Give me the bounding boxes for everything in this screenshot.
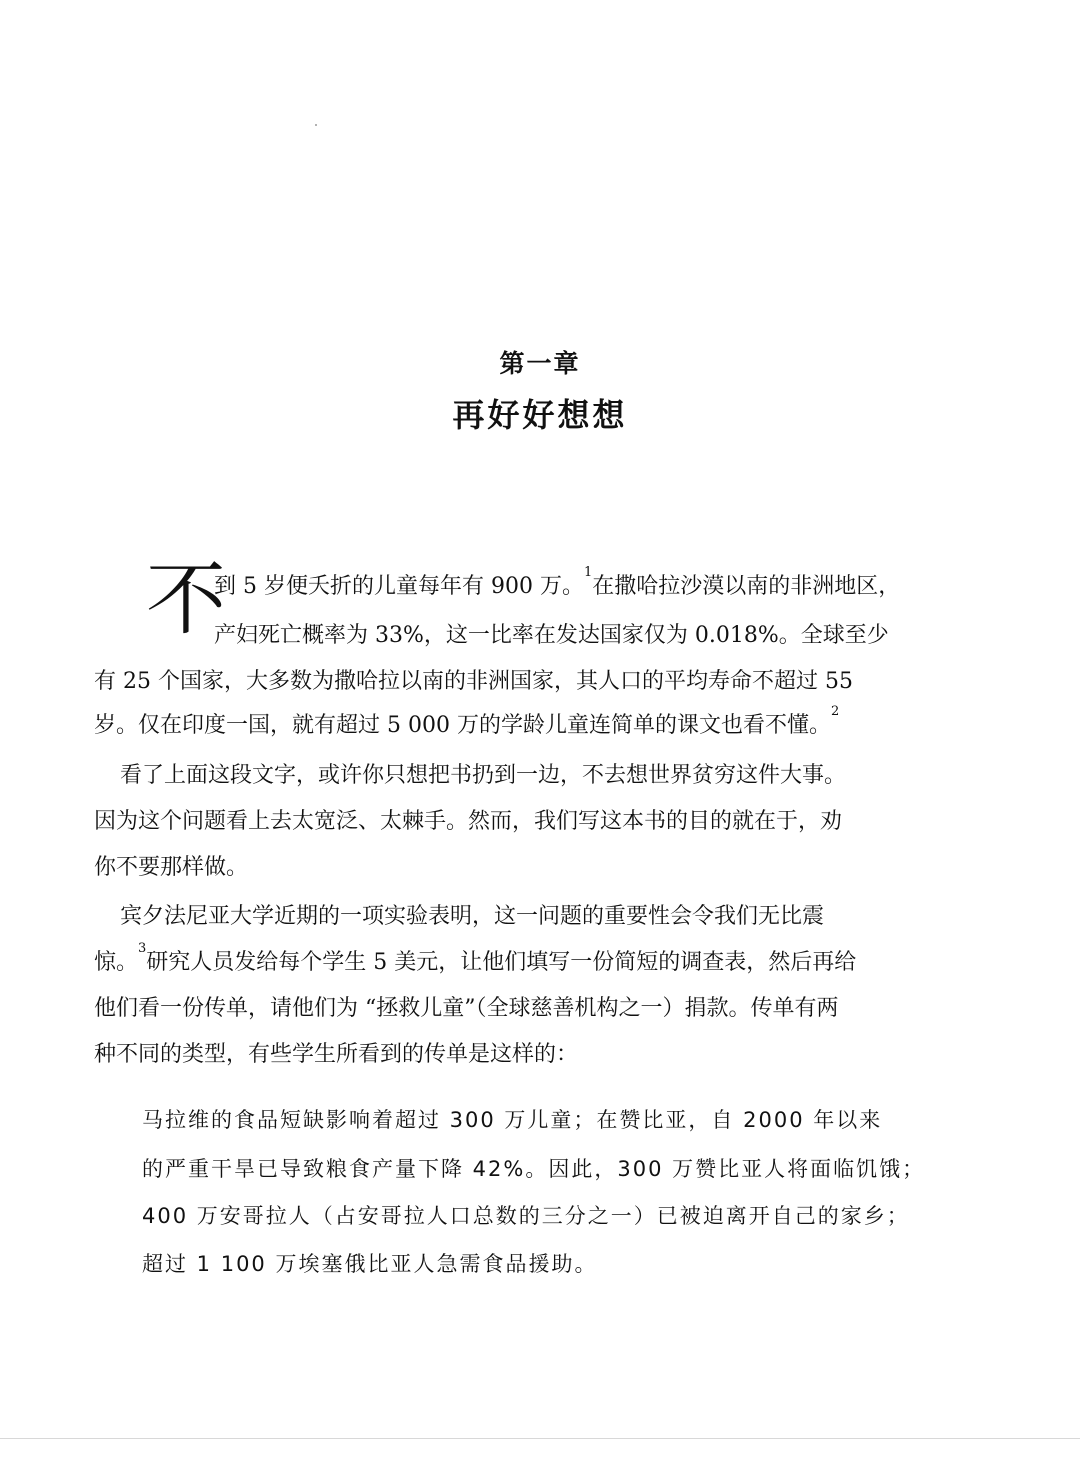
quote-line4: 超过 1 100 万埃塞俄比亚人急需食品援助。 [142,1252,598,1276]
paragraph1-line1 [214,565,901,600]
paragraph1-line4 [94,704,840,739]
paragraph1-line3: 有 25 个国家，大多数为撒哈拉以南的非洲国家，其人口的平均寿命不超过 55 [94,669,853,694]
chapter-number: 第一章 [499,349,581,378]
paragraph3-line2-text: 惊。 [94,950,139,975]
quote-line3: 400 万安哥拉人（占安哥拉人口总数的三分之一）已被迫离开自己的家乡； [142,1204,910,1228]
paragraph2-line3: 你不要那样做。 [94,855,249,880]
chapter-title: 再好好想想 [452,396,628,434]
quote-line1: 马拉维的食品短缺影响着超过 300 万儿童；在赞比亚，自 2000 年以来 [142,1108,883,1132]
drop-cap: 不 [146,557,226,645]
paragraph1-line4-text: 岁。仅在印度一国，就有超过 5 000 万的学龄儿童连简单的课文也看不懂。 [94,713,831,738]
paragraph1-line1-text: 到 5 岁便夭折的儿童每年有 900 万。 [214,574,584,599]
footnote-ref-1: 1 [583,565,593,580]
paragraph2-line2: 因为这个问题看上去太宽泛、太棘手。然而，我们写这本书的目的就在于，劝 [94,809,843,834]
paragraph3-line2-text-cont: 研究人员发给每个学生 5 美元，让他们填写一份简短的调查表，然后再给 [146,950,857,975]
scan-speck [315,124,317,126]
page-bottom-edge [0,1438,1080,1439]
footnote-ref-2: 2 [830,704,840,719]
paragraph1-line1-text-cont: 在撒哈拉沙漠以南的非洲地区， [592,574,901,599]
paragraph1-line2: 产妇死亡概率为 33%，这一比率在发达国家仅为 0.018%。全球至少 [214,623,889,648]
paragraph2-line1: 看了上面这段文字，或许你只想把书扔到一边，不去想世界贫穷这件大事。 [120,763,847,788]
footnote-ref-3: 3 [138,941,147,956]
quote-line2: 的严重干旱已导致粮食产量下降 42%。因此，300 万赞比亚人将面临饥饿； [142,1157,926,1181]
paragraph3-line2 [94,941,857,976]
paragraph3-line3: 他们看一份传单，请他们为 “拯救儿童”（全球慈善机构之一）捐款。传单有两 [94,996,839,1021]
paragraph3-line4: 种不同的类型，有些学生所看到的传单是这样的： [94,1042,579,1067]
paragraph3-line1: 宾夕法尼亚大学近期的一项实验表明，这一问题的重要性会令我们无比震 [120,904,825,929]
